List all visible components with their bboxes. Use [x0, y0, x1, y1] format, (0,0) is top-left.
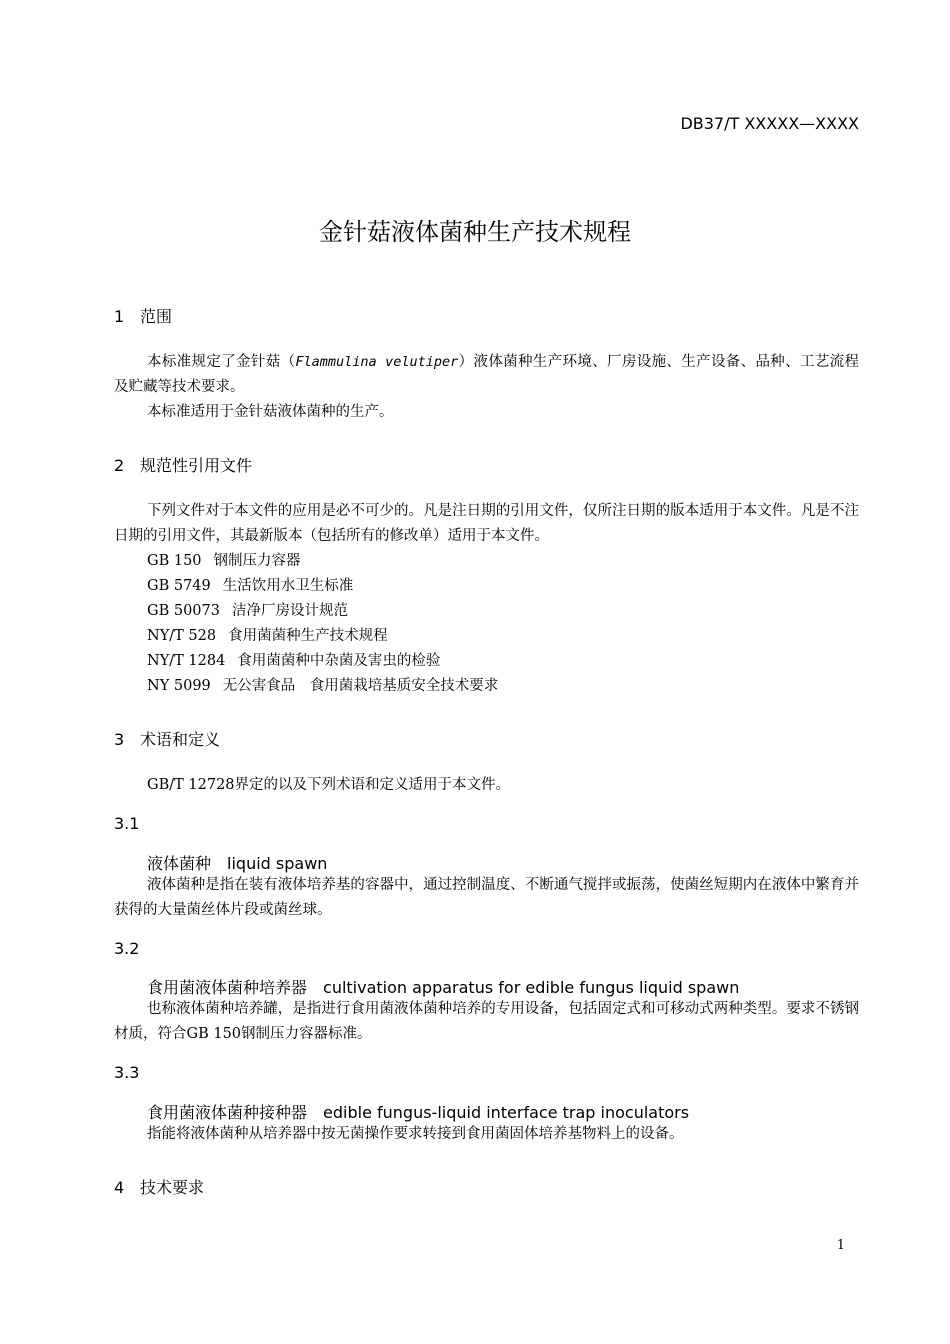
term-number: 3.2	[114, 939, 140, 958]
section-title: 技术要求	[140, 1178, 205, 1197]
document-title: 金针菇液体菌种生产技术规程	[319, 218, 631, 246]
page-number: 1	[836, 1238, 845, 1253]
section-title: 范围	[140, 307, 173, 326]
term-heading	[147, 851, 327, 874]
term-en: edible fungus-liquid interface trap inoculators	[323, 1103, 690, 1122]
scope-paragraph-2: 本标准适用于金针菇液体菌种的生产。	[147, 404, 394, 420]
reference-title: 食用菌菌种中杂菌及害虫的检验	[237, 653, 441, 669]
term-zh: 食用菌液体菌种接种器	[147, 1103, 308, 1122]
reference-item	[147, 574, 353, 595]
reference-title: 食用菌菌种生产技术规程	[228, 628, 388, 644]
section-number: 2	[114, 456, 125, 475]
reference-title: 无公害食品 食用菌栽培基质安全技术要求	[222, 678, 499, 694]
reference-item	[147, 549, 301, 570]
document-number: DB37/T XXXXX—XXXX	[680, 114, 859, 133]
references-intro: 下列文件对于本文件的应用是必不可少的。凡是注日期的引用文件，仅所注日期的版本适用于本文件。凡是不注日期的引用文件，其最新版本（包括所有的修改单）适用于本文件。	[114, 503, 859, 544]
term-definition: 也称液体菌种培养罐，是指进行食用菌液体菌种培养的专用设备，包括固定式和可移动式两种类型。要求不锈钢材质，符合GB 150钢制压力容器标准。	[114, 1001, 859, 1042]
reference-item	[147, 674, 498, 695]
section-number: 4	[114, 1178, 125, 1197]
reference-item	[147, 599, 348, 620]
term-zh: 液体菌种	[147, 854, 212, 873]
latin-name: Flammulina velutiper	[295, 354, 459, 370]
scope-text: 本标准规定了金针菇（	[147, 354, 296, 370]
term-definition: 液体菌种是指在装有液体培养基的容器中，通过控制温度、不断通气搅拌或振荡，使菌丝短期内在液体中繁育并获得的大量菌丝体片段或菌丝球。	[114, 877, 859, 918]
section-title: 术语和定义	[140, 730, 221, 749]
reference-code: GB 150	[147, 553, 202, 569]
scope-text-cont: ）液体菌种生产环境、厂房设施、生产设备、品种、工艺流程及贮藏等技术要求。	[114, 354, 860, 395]
section-2-heading	[114, 453, 252, 476]
section-number: 3	[114, 730, 125, 749]
reference-item	[147, 649, 440, 670]
reference-code: GB 5749	[147, 578, 211, 594]
section-3-heading	[114, 727, 220, 750]
term-en: liquid spawn	[227, 854, 328, 873]
reference-code: GB 50073	[147, 603, 220, 619]
term-en: cultivation apparatus for edible fungus liquid spawn	[323, 978, 740, 997]
reference-item	[147, 624, 388, 645]
term-heading	[147, 975, 739, 998]
term-number: 3.3	[114, 1063, 140, 1082]
term-definition: 指能将液体菌种从培养器中按无菌操作要求转接到食用菌固体培养基物料上的设备。	[147, 1126, 684, 1142]
reference-code: NY/T 1284	[147, 653, 226, 669]
scope-paragraph-1	[114, 350, 859, 400]
reference-title: 洁净厂房设计规范	[231, 603, 348, 619]
section-number: 1	[114, 307, 125, 326]
section-1-heading	[114, 304, 172, 327]
term-number: 3.1	[114, 814, 140, 833]
terms-intro: GB/T 12728界定的以及下列术语和定义适用于本文件。	[147, 777, 511, 793]
section-title: 规范性引用文件	[140, 456, 253, 475]
reference-code: NY 5099	[147, 678, 211, 694]
term-heading	[147, 1100, 689, 1123]
section-4-heading	[114, 1175, 204, 1198]
reference-title: 生活饮用水卫生标准	[222, 578, 354, 594]
reference-title: 钢制压力容器	[213, 553, 301, 569]
reference-code: NY/T 528	[147, 628, 217, 644]
term-zh: 食用菌液体菌种培养器	[147, 978, 308, 997]
